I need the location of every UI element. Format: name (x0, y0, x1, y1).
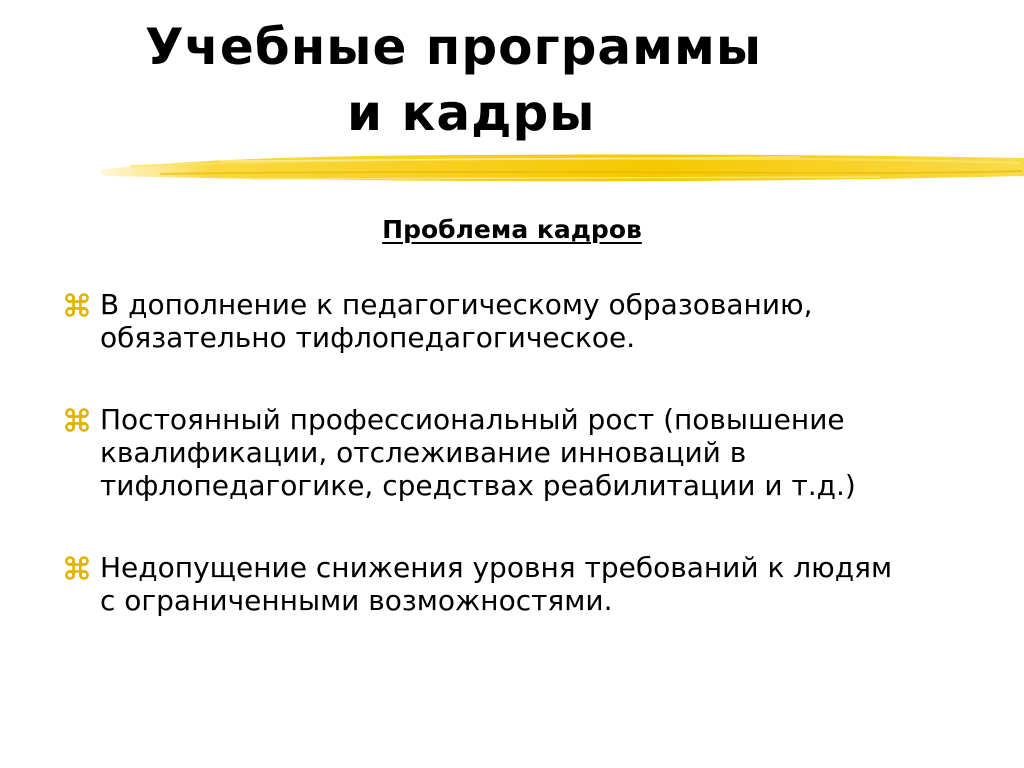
slide-title-line-2: и кадры (347, 84, 596, 142)
bullet-line: В дополнение к педагогическому образованию, (100, 288, 813, 321)
bullet-item (64, 551, 984, 617)
command-key-icon (64, 555, 90, 581)
command-key-icon (64, 292, 90, 318)
bullet-line: квалификации, отслеживание инноваций в (100, 436, 747, 469)
bullet-item (64, 403, 984, 502)
bullet-item (64, 288, 984, 354)
section-subheading (0, 212, 1024, 248)
section-subheading-text: Проблема кадров (382, 215, 642, 244)
slide-title-line-1: Учебные программы (145, 18, 763, 76)
slide-title (145, 14, 905, 146)
brush-stroke-divider (100, 146, 1024, 188)
bullet-line: обязательно тифлопедагогическое. (100, 321, 636, 354)
bullet-line: Постоянный профессиональный рост (повышение (100, 403, 845, 436)
command-key-icon (64, 407, 90, 433)
bullet-line: тифлопедагогике, средствах реабилитации и т.д.) (100, 469, 856, 502)
bullet-line: Недопущение снижения уровня требований к людям (100, 551, 893, 584)
bullet-line: с ограниченными возможностями. (100, 584, 613, 617)
bullet-list (64, 288, 984, 666)
